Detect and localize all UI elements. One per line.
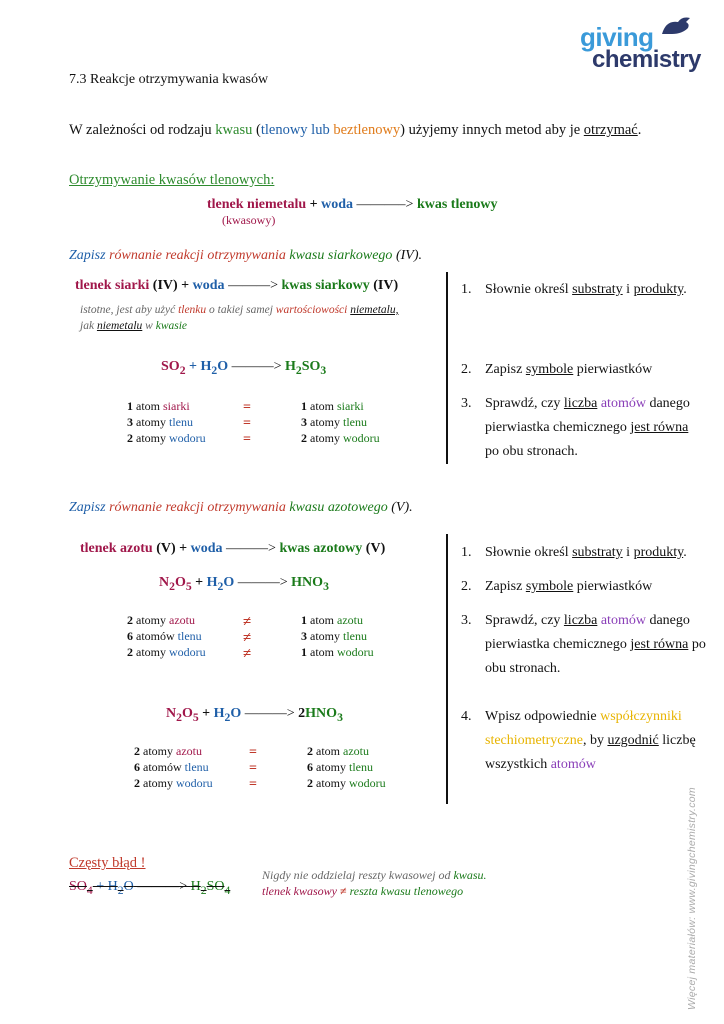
divider-line-1 xyxy=(446,272,448,464)
ex2-step-2: 2. Zapisz symbole pierwiastków xyxy=(461,579,653,594)
general-arrow: ———–> xyxy=(353,197,417,212)
intro-kwasu: kwasu xyxy=(215,122,253,138)
ex1-step-3: 3. Sprawdź, czy liczba atomów danego pierwiastka chemicznego jest równa po obu stronach. xyxy=(461,396,690,459)
ex1-so: SO xyxy=(161,359,180,374)
general-reactant-2: woda xyxy=(321,197,354,212)
ex1-word-a2: (IV) + xyxy=(149,278,193,293)
table-row: 1 atom siarki xyxy=(127,399,190,413)
ex1-word-b: woda xyxy=(192,278,225,293)
table-row: 2 atomy wodoru xyxy=(134,776,213,790)
ex1-formula xyxy=(161,359,326,377)
sidebar-website-text: Więcej materiałów: www.givingchemistry.com xyxy=(686,787,698,1010)
ex1-arrow: ———> xyxy=(228,359,286,374)
intro-text-2: ( xyxy=(252,122,261,138)
general-sub-label: (kwasowy) xyxy=(222,213,276,227)
ex1-atom-table-right xyxy=(301,398,380,446)
intro-text-3: ) użyjemy innych metod aby je xyxy=(400,122,584,138)
intro-paragraph xyxy=(69,122,641,139)
note-3: o takiej samej xyxy=(206,304,276,316)
table-row: 2 atomy wodoru xyxy=(301,431,380,445)
divider-line-2 xyxy=(446,534,448,804)
table-row: 1 atom siarki xyxy=(301,399,364,413)
table-row: 6 atomów tlenu xyxy=(127,629,202,643)
ex1-step-2: 2. Zapisz symbole pierwiastków xyxy=(461,362,653,377)
note-8: niemetalu xyxy=(96,320,143,332)
mistake-wrong-equation: $SO_4 + H_2O$ ———> $H_2SO_4$ xyxy=(69,879,231,897)
ex1-task-1: Zapisz xyxy=(69,248,110,263)
logo-bird-icon xyxy=(660,14,694,36)
ex1-word-a: tlenek siarki xyxy=(75,278,150,293)
ex2-not-equal-signs: ≠ ≠ ≠ xyxy=(243,614,252,662)
ex2-atom-table-1-right xyxy=(301,612,374,660)
ex1-h-sub: 2 xyxy=(211,363,218,377)
ex2-task: Zapisz równanie reakcji otrzymywania kwasu azotowego (V). xyxy=(69,500,413,515)
ex1-equal-signs: = = = xyxy=(243,400,251,447)
ex1-so3: SO xyxy=(301,359,321,374)
general-product: kwas tlenowy xyxy=(416,197,498,212)
ex2-step-1: 1. Słownie określ substraty i produkty. xyxy=(461,545,687,560)
ex1-note xyxy=(80,302,398,334)
table-row: 1 atom wodoru xyxy=(301,645,374,659)
ex1-o: O xyxy=(217,359,229,374)
note-7: jak xyxy=(80,320,97,332)
table-row: 3 atomy tlenu xyxy=(127,415,193,429)
ex1-so-sub: 2 xyxy=(179,363,186,377)
ex1-h2: H xyxy=(285,359,296,374)
ex1-word-c2: (IV) xyxy=(369,278,399,293)
ex2-step-3: 3. Sprawdź, czy liczba atomów danego pierwiastka chemicznego jest równa po obu stronach. xyxy=(461,613,706,676)
ex1-task-3: kwasu siarkowego xyxy=(289,248,393,263)
ex1-so3-sub: 3 xyxy=(320,363,327,377)
general-reactant-1: tlenek niemetalu xyxy=(207,197,307,212)
mistake-title: Częsty błąd ! xyxy=(69,855,146,871)
intro-beztlenowy: beztlenowy xyxy=(333,122,401,138)
note-4: wartościowości xyxy=(275,304,348,316)
oxy-acids-heading: Otrzymywanie kwasów tlenowych: xyxy=(69,172,275,188)
table-row: 3 atomy tlenu xyxy=(301,415,367,429)
ex1-word-arrow: ———> xyxy=(224,278,282,293)
ex1-step-1: 1. Słownie określ substraty i produkty. xyxy=(461,282,687,297)
note-2: tlenku xyxy=(178,304,207,316)
ex1-word-equation xyxy=(75,278,398,294)
intro-text-1: W zależności od rodzaju xyxy=(69,122,216,138)
intro-text-4: . xyxy=(637,122,642,138)
ex2-atom-table-1-left xyxy=(127,612,206,660)
table-row: 2 atomy wodoru xyxy=(127,645,206,659)
table-row: 6 atomów tlenu xyxy=(134,760,209,774)
ex2-step-4: 4. Wpisz odpowiednie współczynniki stechiometryczne, by uzgodnić liczbę wszystkich atomów xyxy=(461,709,696,772)
ex1-word-c: kwas siarkowy xyxy=(281,278,370,293)
mistake-note: Nigdy nie oddzielaj reszty kwasowej od kwasu. tlenek kwasowy ≠ reszta kwasu tlenowego xyxy=(262,868,487,898)
note-10: kwasie xyxy=(155,320,188,332)
ex1-plus-h: + H xyxy=(185,359,212,374)
ex2-atom-table-2-right xyxy=(307,743,386,791)
ex2-word-equation: tlenek azotu (V) + woda ———> kwas azotowy (V) xyxy=(80,541,386,556)
intro-lub: lub xyxy=(307,122,334,138)
ex1-task xyxy=(69,248,422,264)
ex1-atom-table-left xyxy=(127,398,206,446)
ex1-h2-sub: 2 xyxy=(295,363,302,377)
intro-otrzymac: otrzymać xyxy=(583,122,638,138)
ex2-formula-1: $N_2O_5 + H_2O$ ———> $HNO_3$ xyxy=(159,575,329,593)
ex1-task-4: (IV). xyxy=(392,248,422,263)
ex2-formula-2: $N_2O_5 + H_2O$ ———> $2HNO_3$ xyxy=(166,706,343,724)
note-1: istotne, jest aby użyć xyxy=(80,304,179,316)
ex1-task-2: równanie reakcji otrzymywania xyxy=(109,248,290,263)
table-row: 6 atomy tlenu xyxy=(307,760,373,774)
logo-chemistry: chemistry xyxy=(592,46,701,73)
note-6: niemetalu, xyxy=(350,304,399,316)
table-row: 2 atomy wodoru xyxy=(127,431,206,445)
note-9: w xyxy=(142,320,156,332)
logo-giving: giving xyxy=(580,22,654,52)
table-row: 2 atomy wodoru xyxy=(307,776,386,790)
intro-tlenowy: tlenowy xyxy=(260,122,308,138)
section-title: 7.3 Reakcje otrzymywania kwasów xyxy=(69,72,269,87)
general-equation xyxy=(207,197,497,213)
table-row: 2 atomy azotu xyxy=(127,613,195,627)
ex2-atom-table-2-left xyxy=(134,743,213,791)
table-row: 3 atomy tlenu xyxy=(301,629,367,643)
table-row: 1 atom azotu xyxy=(301,613,363,627)
table-row: 2 atom azotu xyxy=(307,744,369,758)
logo xyxy=(580,14,716,74)
general-plus: + xyxy=(306,197,322,212)
ex2-equal-signs: = = = xyxy=(249,745,257,792)
table-row: 2 atomy azotu xyxy=(134,744,202,758)
